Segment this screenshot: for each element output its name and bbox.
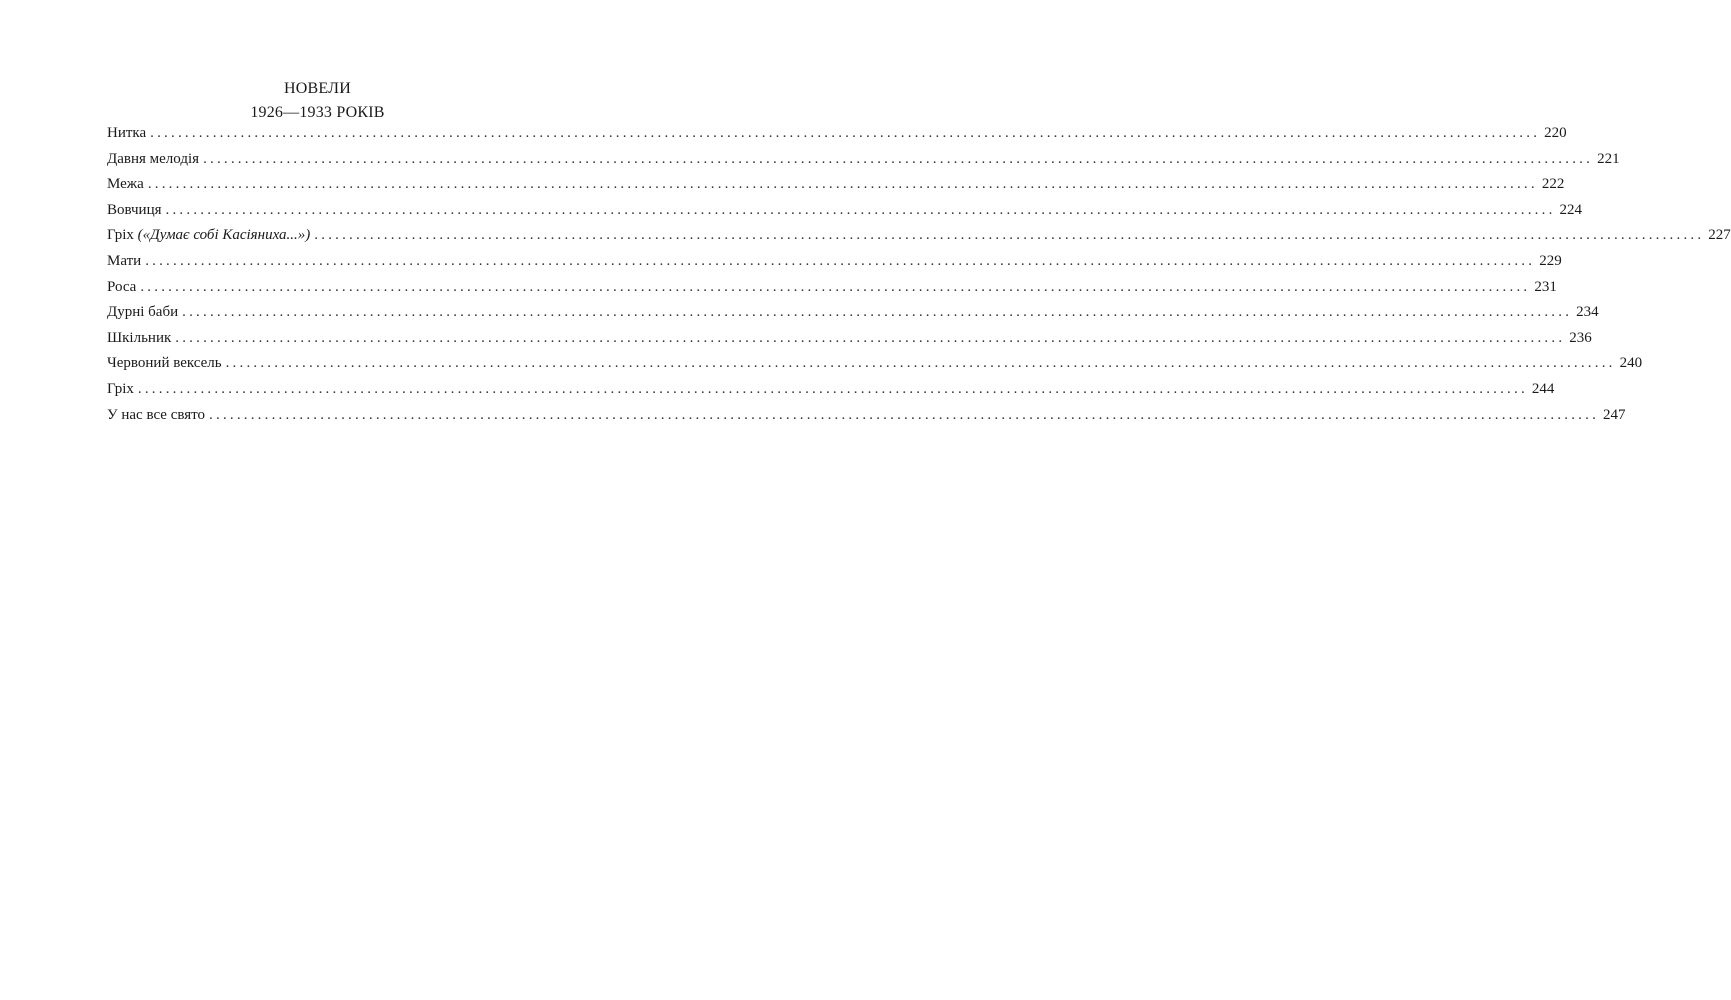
toc-entry-title: Межа	[107, 176, 144, 193]
toc-entry-page: 244	[1531, 380, 1555, 397]
dot-leader: ........................................................................................................................................................................................................	[203, 150, 1594, 167]
toc-entry	[107, 406, 1626, 433]
toc-entry-title: Нитка	[107, 125, 147, 141]
toc-entry	[107, 252, 1562, 279]
toc-entry-title: Шкільник	[107, 329, 172, 346]
dot-leader: ........................................................................................................................................................................................................	[175, 329, 1566, 346]
toc-entry-title: У нас все свято	[107, 406, 206, 423]
toc-entry-title: Мати	[107, 252, 142, 269]
toc-entry	[107, 125, 1567, 151]
toc-entry-title: Дурні баби	[107, 304, 179, 321]
toc-entry	[107, 304, 1599, 330]
toc-entry-page: 240	[1619, 355, 1643, 372]
toc-entry-page: 234	[1576, 304, 1599, 321]
dot-leader: ........................................................................................................................................................................................................	[150, 125, 1541, 141]
toc-entry	[107, 201, 1583, 228]
section-title: НОВЕЛИ	[284, 80, 351, 97]
dot-leader: ........................................................................................................................................................................................................	[165, 201, 1556, 218]
dot-leader: ........................................................................................................................................................................................................	[209, 406, 1600, 423]
toc-entry-title: Вовчиця	[107, 201, 162, 218]
toc-entry-title: Гріх	[107, 380, 134, 397]
toc-entry-title: Роса	[107, 278, 137, 295]
toc-entry-page: 231	[1534, 278, 1557, 295]
toc-entry	[107, 329, 1592, 356]
dot-leader: ........................................................................................................................................................................................................	[147, 176, 1538, 193]
toc-entry-page: 221	[1597, 150, 1620, 167]
dot-leader: ........................................................................................................................................................................................................	[314, 227, 1705, 244]
toc-entry	[107, 176, 1565, 202]
table-of-contents	[107, 125, 1731, 432]
dot-leader: ........................................................................................................................................................................................................	[137, 380, 1528, 397]
toc-entry-page: 229	[1539, 252, 1562, 269]
toc-entry	[107, 355, 1643, 381]
toc-entry-title: Гріх («Думає собі Касіяниха...»)	[107, 227, 311, 244]
toc-entry-page: 236	[1569, 329, 1592, 346]
toc-entry	[107, 227, 1731, 253]
toc-entry-page: 222	[1541, 176, 1565, 193]
toc-entry	[107, 380, 1555, 407]
toc-entry-page: 220	[1544, 125, 1567, 141]
toc-entry-title: Червоний вексель	[107, 355, 222, 372]
toc-entry-page: 224	[1559, 201, 1583, 218]
dot-leader: ........................................................................................................................................................................................................	[225, 355, 1616, 372]
dot-leader: ........................................................................................................................................................................................................	[145, 252, 1536, 269]
dot-leader: ........................................................................................................................................................................................................	[182, 304, 1573, 321]
toc-entry-page: 227	[1708, 227, 1731, 244]
toc-entry	[107, 278, 1557, 305]
toc-entry	[107, 150, 1620, 177]
toc-entry-note: («Думає собі Касіяниха...»)	[137, 227, 311, 244]
dot-leader: ........................................................................................................................................................................................................	[140, 278, 1531, 295]
section-subtitle: 1926—1933 РОКІВ	[250, 104, 385, 121]
toc-entry-title: Давня мелодія	[107, 150, 200, 167]
toc-entry-page: 247	[1603, 406, 1626, 423]
